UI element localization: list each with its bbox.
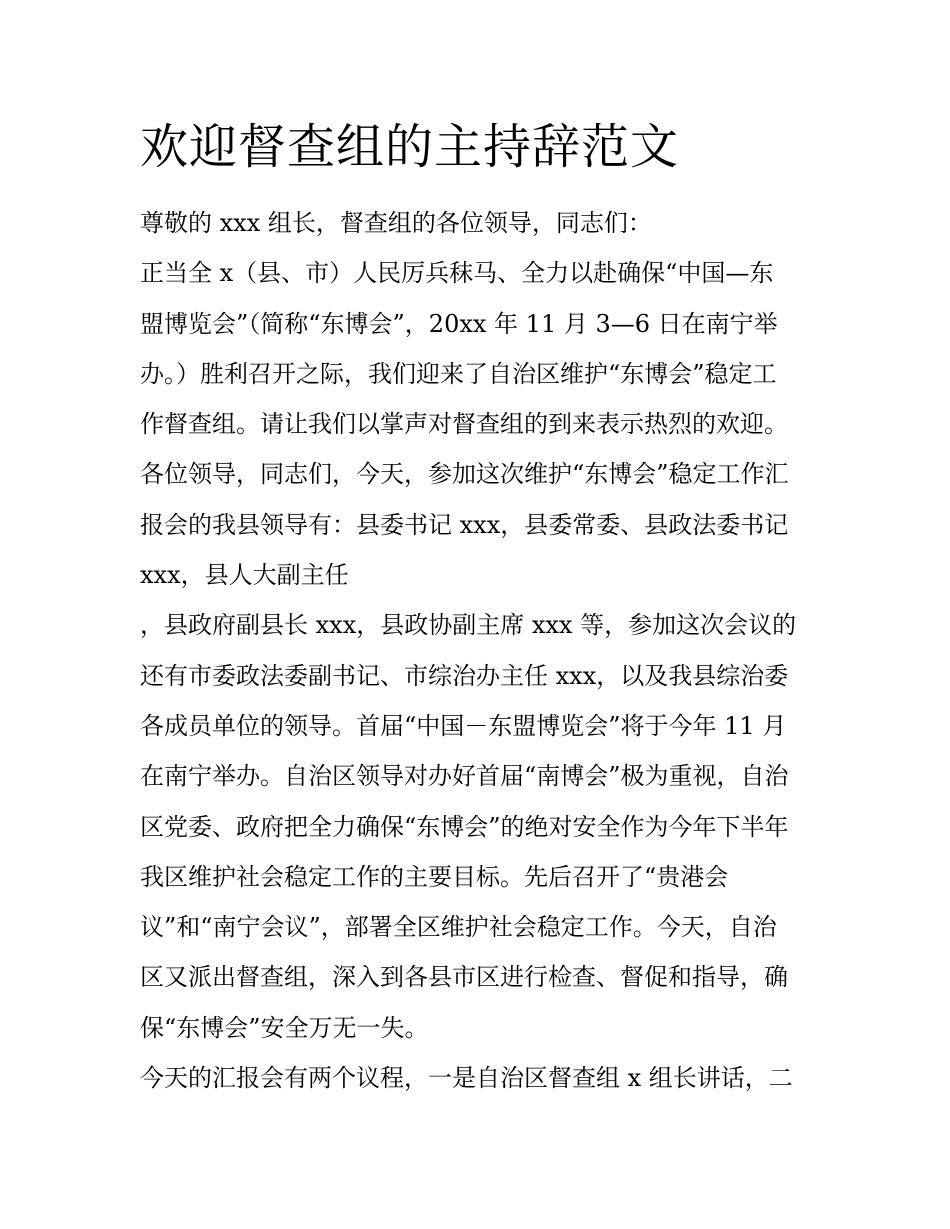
text-line: 保“东博会”安全万无一失。 bbox=[140, 1013, 429, 1042]
text-line: 今天的汇报会有两个议程，一是自治区督查组 x 组长讲话，二 bbox=[140, 1064, 793, 1093]
text-line: 各成员单位的领导。首届“中国－东盟博览会”将于今年 11 月 bbox=[140, 711, 787, 740]
text-line: 在南宁举办。自治区领导对办好首届“南博会”极为重视，自治 bbox=[140, 762, 789, 791]
text-line: 正当全 x（县、市）人民厉兵秣马、全力以赴确保“中国—东 bbox=[140, 259, 774, 288]
text-line: 作督查组。请让我们以掌声对督查组的到来表示热烈的欢迎。 bbox=[140, 410, 788, 439]
text-line: 议”和“南宁会议”，部署全区维护社会稳定工作。今天，自治 bbox=[140, 913, 777, 942]
text-line: 办。）胜利召开之际，我们迎来了自治区维护“东博会”稳定工 bbox=[140, 359, 777, 388]
text-line: 盟博览会”（简称“东博会”，20xx 年 11 月 3—6 日在南宁举 bbox=[140, 309, 778, 338]
text-line: 尊敬的 xxx 组长，督查组的各位领导，同志们： bbox=[140, 209, 652, 237]
document-title: 欢迎督查组的主持辞范文 bbox=[140, 119, 680, 175]
text-line: 还有市委政法委副书记、市综治办主任 xxx，以及我县综治委 bbox=[140, 661, 789, 690]
text-line: 我区维护社会稳定工作的主要目标。先后召开了“贵港会 bbox=[140, 862, 729, 891]
text-line: 区又派出督查组，深入到各县市区进行检查、督促和指导，确 bbox=[140, 963, 788, 992]
text-line: 各位领导，同志们，今天，参加这次维护“东博会”稳定工作汇 bbox=[140, 460, 789, 489]
text-line: ，县政府副县长 xxx，县政协副主席 xxx 等，参加这次会议的 bbox=[140, 611, 797, 640]
text-line: xxx，县人大副主任 bbox=[140, 561, 349, 590]
document-body bbox=[140, 198, 820, 1103]
text-line: 区党委、政府把全力确保“东博会”的绝对安全作为今年下半年 bbox=[140, 812, 789, 841]
text-line: 报会的我县领导有：县委书记 xxx，县委常委、县政法委书记 bbox=[140, 510, 789, 539]
